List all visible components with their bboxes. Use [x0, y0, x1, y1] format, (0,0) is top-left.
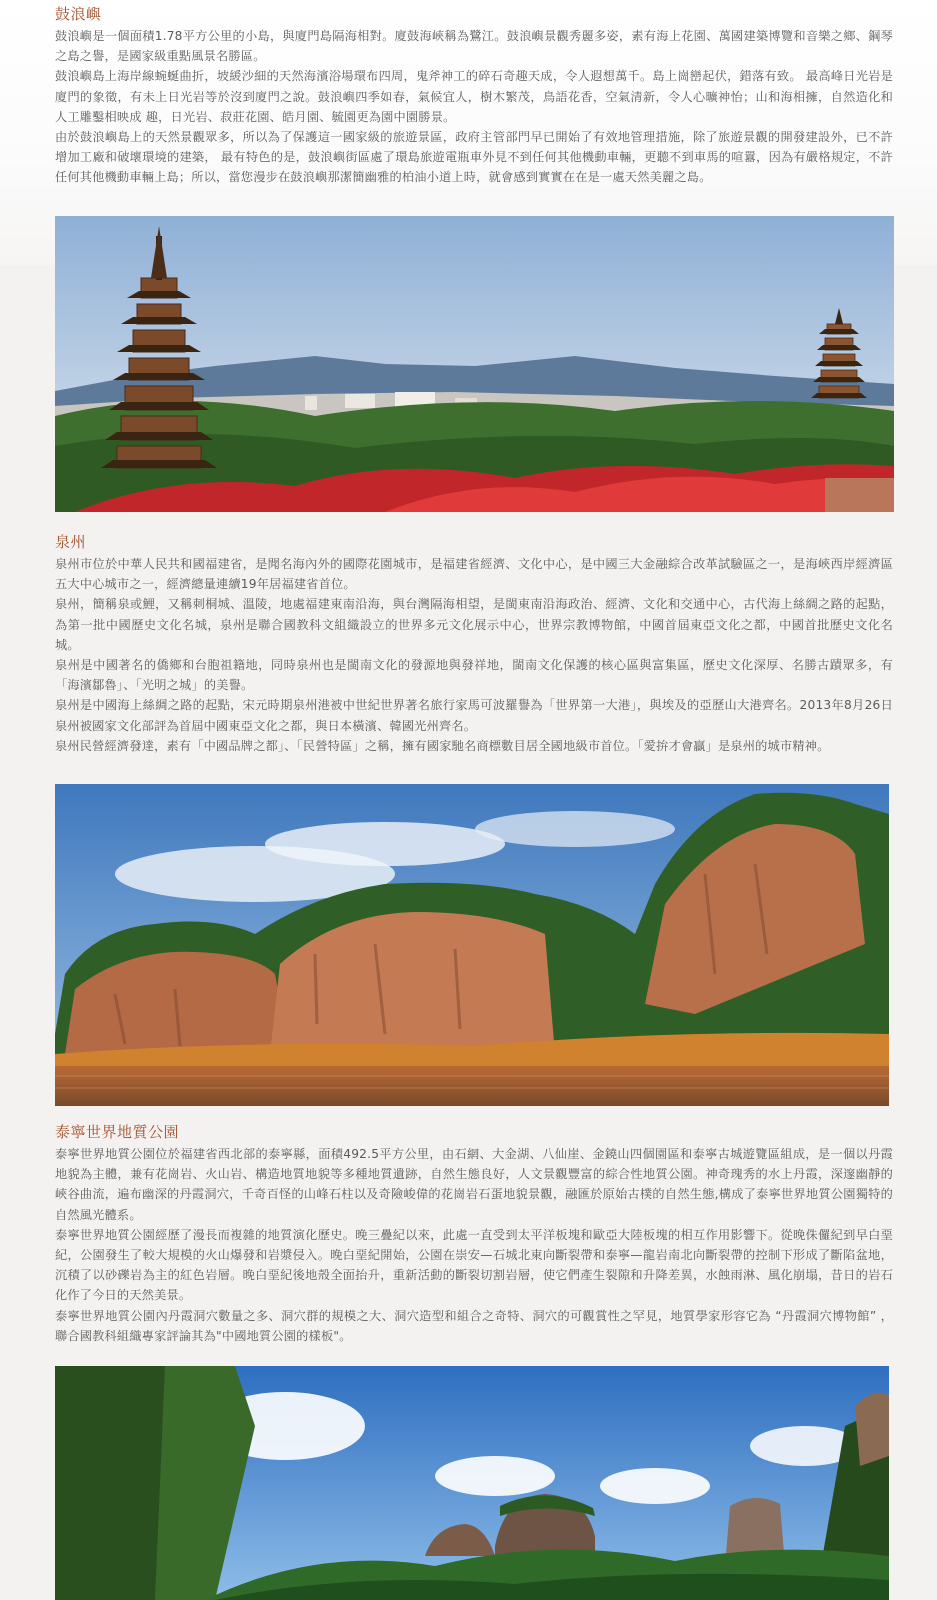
paragraph: 泉州民營經濟發達，素有「中國品牌之都」、「民營特區」之稱，擁有國家馳名商標數目居全國地級市首位。「愛拚才會贏」是泉州的城市精神。: [55, 738, 830, 753]
paragraph: 鼓浪嶼島上海岸線蜿蜒曲折，坡緩沙細的天然海濱浴場環布四周，鬼斧神工的碎石奇趣天成，令人遐想萬千。島上崗巒起伏，錯落有致。 最高峰日光岩是廈門的象徵，有未上日光岩等於沒到廈門之說。鼓浪嶼四季如春，氣候宜人，樹木繁茂，鳥語花香，空氣清新，令人心曠神怡；山和海相擁，自然造化和人工雕鑿相映成 趣，日光岩、菽莊花園、皓月園、毓園更為園中園勝景。: [55, 69, 893, 124]
paragraph: 泉州是中國海上絲綢之路的起點，宋元時期泉州港被中世紀世界著名旅行家馬可波羅譽為「世界第一大港」，與埃及的亞歷山大港齊名。2013年8月26日泉州被國家文化部評為首屆中國東亞文化之都，與日本橫濱、韓國光州齊名。: [55, 698, 893, 733]
paragraph: 泰寧世界地質公園位於福建省西北部的泰寧縣，面積492.5平方公里，由石網、大金湖、八仙崖、金鐃山四個園區和泰寧古城遊覽區組成，是一個以丹霞地貌為主體，兼有花崗岩、火山岩、構造地質地貌等多種地質遺跡，自然生態良好，人文景觀豐富的綜合性地質公園。神奇瑰秀的水上丹霞，深邃幽靜的峽谷曲流，遍布幽深的丹霞洞穴，千奇百怪的山峰石柱以及奇險峻偉的花崗岩石蛋地貌景觀，融匯於原始古樸的自然生態,構成了泰寧世界地質公園獨特的自然風光體系。: [55, 1147, 893, 1222]
section-title: 泰寧世界地質公園: [55, 1123, 180, 1141]
paragraph: 泉州，簡稱泉或鯉，又稱刺桐城、溫陵，地處福建東南沿海，與台灣隔海相望，是閩東南沿海政治、經濟、文化和交通中心，古代海上絲綢之路的起點，為第一批中國歷史文化名城，泉州是聯合國教科文組織設立的世界多元文化展示中心，世界宗教博物館，中國首屆東亞文化之都，中國首批歷史文化名城。: [55, 597, 893, 652]
pagoda-photo: [55, 216, 894, 512]
danxia-cliff-photo: [55, 784, 889, 1106]
paragraph: 泰寧世界地質公園經歷了漫長而複雜的地質演化歷史。晚三疊紀以來，此處一直受到太平洋板塊和歐亞大陸板塊的相互作用影響下。從晚侏儸紀到早白堊紀，公園發生了較大規模的火山爆發和岩漿侵入。晚白堊紀開始，公園在崇安—石城北東向斷裂帶和泰寧—龍岩南北向斷裂帶的控制下形成了斷陷盆地，沉積了以砂礫岩為主的紅色岩層。晚白堊紀後地殼全面抬升，重新活動的斷裂切割岩層，使它們產生裂隙和升降差異，水蝕雨淋、風化崩塌，昔日的岩石化作了今日的天然美景。: [55, 1227, 893, 1303]
paragraph: 泉州是中國著名的僑鄉和台胞祖籍地，同時泉州也是閩南文化的發源地與發祥地，閩南文化保護的核心區與富集區，歷史文化深厚、名勝古蹟眾多，有「海濱鄒魯」、「光明之城」的美譽。: [55, 658, 893, 693]
paragraph: 泰寧世界地質公園內丹霞洞穴數量之多、洞穴群的規模之大、洞穴造型和組合之奇特、洞穴的可觀賞性之罕見，地質學家形容它為 “丹霞洞穴博物館” ，聯合國教科組織專家評論其為"中國地質公園的樣板"。: [55, 1308, 893, 1343]
section-taining-geopark: [55, 1122, 893, 1346]
paragraph: 泉州市位於中華人民共和國福建省，是聞名海內外的國際花園城市，是福建省經濟、文化中心，是中國三大金融綜合改革試驗區之一，是海峽西岸經濟區五大中心城市之一，經濟總量連續19年居福建省首位。: [55, 557, 893, 592]
rock-pillar-forest-photo: [55, 1366, 889, 1600]
section-title: 泉州: [55, 533, 87, 551]
section-title: 鼓浪嶼: [55, 5, 102, 23]
section-quanzhou: [55, 532, 893, 756]
paragraph: 由於鼓浪嶼島上的天然景觀眾多，所以為了保護這一國家級的旅遊景區，政府主管部門早已開始了有效地管理措施，除了旅遊景觀的開發建設外，已不許增加工廠和破壞環境的建築， 最有特色的是，鼓浪嶼街區處了環島旅遊電瓶車外見不到任何其他機動車輛，更聽不到車馬的喧囂，因為有嚴格規定，不許任何其他機動車輛上島；所以，當您漫步在鼓浪嶼那潔簡幽雅的柏油小道上時，就會感到實實在在是一處天然美麗之島。: [55, 130, 893, 185]
paragraph: 鼓浪嶼是一個面積1.78平方公里的小島，與廈門島隔海相對。廈鼓海峽稱為鷺江。鼓浪嶼景觀秀麗多姿，素有海上花園、萬國建築博覽和音樂之鄉、鋼琴之島之譽，是國家級重點風景名勝區。: [55, 29, 893, 64]
section-gulangyu: [55, 4, 893, 188]
